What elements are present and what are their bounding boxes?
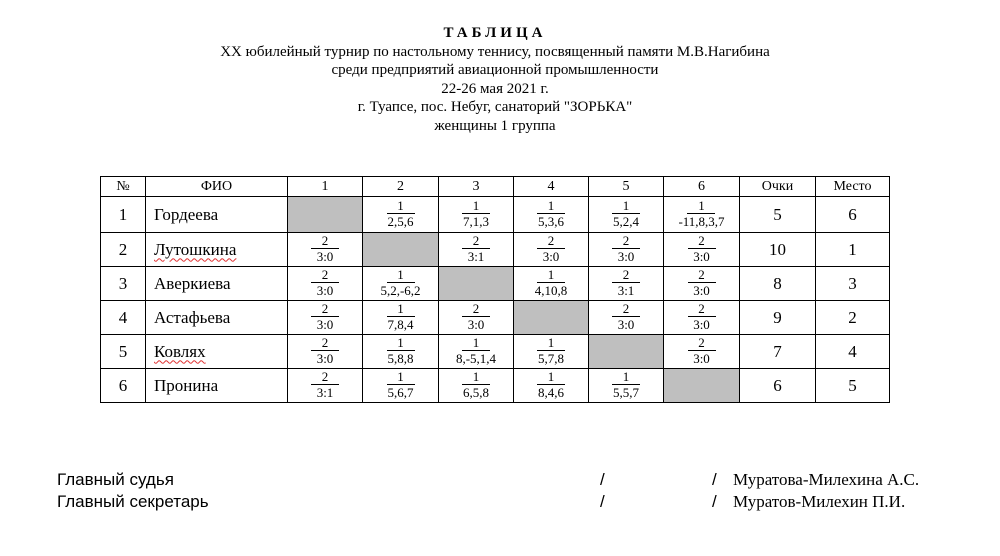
match-result (311, 302, 339, 332)
points-cell: 5 (740, 197, 816, 233)
tournament-name: XX юбилейный турнир по настольному теннису, посвященный памяти М.В.Нагибина (220, 43, 770, 60)
header-cell: Место (816, 177, 890, 197)
self-match-blank-cell (514, 301, 589, 335)
match-result (678, 199, 724, 229)
match-result (537, 370, 565, 400)
match-result (612, 268, 640, 298)
match-result-cell (439, 335, 514, 369)
match-result (462, 302, 490, 332)
match-score: 5,7,8 (538, 350, 564, 366)
place-cell: 6 (816, 197, 890, 233)
match-score: 3:0 (693, 350, 710, 366)
self-match-blank-cell (664, 369, 740, 403)
place-cell: 4 (816, 335, 890, 369)
secretary-signature-slash-right: / (712, 492, 717, 511)
player-name-cell (146, 197, 288, 233)
match-result-cell (589, 301, 664, 335)
match-result (688, 302, 716, 332)
match-score: 5,5,7 (613, 384, 639, 400)
match-result (311, 268, 339, 298)
match-score: 3:0 (316, 316, 334, 332)
self-match-blank-cell (439, 267, 514, 301)
match-result (688, 234, 716, 264)
points-cell: 6 (740, 369, 816, 403)
match-score: 3:0 (316, 282, 334, 298)
match-score: 2,5,6 (387, 213, 414, 229)
match-result-cell (439, 233, 514, 267)
match-result (612, 234, 640, 264)
match-score: 6,5,8 (463, 384, 489, 400)
match-result (537, 199, 565, 229)
match-points: 1 (687, 199, 715, 214)
match-result (387, 302, 415, 332)
header-cell: Очки (740, 177, 816, 197)
judge-signature-slash-right: / (712, 470, 717, 489)
match-points: 1 (462, 336, 490, 351)
table-row (101, 335, 890, 369)
match-score: 7,8,4 (387, 316, 414, 332)
secretary-name: Муратов-Милехин П.И. (733, 492, 906, 511)
place-cell: 2 (816, 301, 890, 335)
match-result (387, 199, 415, 229)
match-result-cell (664, 335, 740, 369)
self-match-blank-cell (363, 233, 439, 267)
match-score: 3:0 (316, 248, 334, 264)
match-points: 1 (387, 336, 415, 351)
match-score: 3:0 (467, 316, 485, 332)
row-number: 2 (101, 233, 146, 267)
match-points: 2 (688, 336, 716, 351)
player-name-cell (146, 335, 288, 369)
match-points: 2 (688, 302, 716, 317)
match-result (311, 336, 339, 366)
row-number: 1 (101, 197, 146, 233)
match-result-cell (664, 267, 740, 301)
match-score: 5,2,4 (613, 213, 639, 229)
match-result-cell (288, 369, 363, 403)
match-score: 5,6,7 (387, 384, 414, 400)
place-cell: 3 (816, 267, 890, 301)
match-result (462, 234, 490, 264)
match-result-cell (514, 197, 589, 233)
match-points: 2 (612, 268, 640, 283)
match-score: 3:0 (617, 316, 635, 332)
match-result-cell (363, 369, 439, 403)
match-result-cell (664, 301, 740, 335)
points-cell: 9 (740, 301, 816, 335)
match-score: 3:0 (316, 350, 334, 366)
table-row (101, 267, 890, 301)
match-result (612, 302, 640, 332)
match-points: 2 (311, 268, 339, 283)
match-points: 1 (387, 199, 415, 214)
match-result-cell (514, 369, 589, 403)
match-score: 4,10,8 (534, 282, 568, 298)
match-result (537, 336, 565, 366)
document-title: ТАБЛИЦА (443, 25, 547, 41)
tournament-group: женщины 1 группа (434, 117, 556, 134)
header-cell: 1 (288, 177, 363, 197)
match-result (688, 268, 716, 298)
player-name: Ковлях (154, 341, 206, 361)
match-points: 1 (387, 302, 415, 317)
match-result-cell (439, 369, 514, 403)
player-name: Гордеева (154, 204, 219, 224)
match-result-cell (288, 267, 363, 301)
match-points: 1 (537, 336, 565, 351)
match-result-cell (589, 197, 664, 233)
points-cell: 10 (740, 233, 816, 267)
match-result (537, 234, 565, 264)
match-points: 2 (311, 370, 339, 385)
match-result-cell (589, 369, 664, 403)
match-result-cell (514, 233, 589, 267)
match-result-cell (363, 197, 439, 233)
match-result (456, 336, 496, 366)
match-result-cell (589, 233, 664, 267)
header-cell: 2 (363, 177, 439, 197)
match-points: 2 (612, 234, 640, 249)
header-cell: 5 (589, 177, 664, 197)
match-result (387, 336, 415, 366)
match-result-cell (514, 267, 589, 301)
match-points: 1 (537, 199, 565, 214)
match-points: 1 (612, 199, 640, 214)
document-header (0, 24, 990, 136)
header-cell: 6 (664, 177, 740, 197)
match-score: 3:1 (467, 248, 485, 264)
results-table (100, 176, 890, 403)
match-result-cell (439, 197, 514, 233)
match-points: 2 (462, 302, 490, 317)
match-score: 3:0 (542, 248, 560, 264)
match-points: 2 (311, 302, 339, 317)
player-name: Пронина (154, 375, 219, 395)
match-result-cell (589, 267, 664, 301)
match-score: 3:0 (617, 248, 635, 264)
match-result-cell (288, 301, 363, 335)
match-score: 5,2,-6,2 (380, 282, 421, 298)
match-points: 2 (462, 234, 490, 249)
match-score: 5,8,8 (387, 350, 414, 366)
player-name: Астафьева (154, 307, 231, 327)
match-result-cell (288, 233, 363, 267)
self-match-blank-cell (288, 197, 363, 233)
row-number: 5 (101, 335, 146, 369)
player-name: Лутошкина (154, 239, 237, 259)
match-result (311, 370, 339, 400)
match-result (612, 199, 640, 229)
match-points: 2 (311, 234, 339, 249)
match-points: 2 (537, 234, 565, 249)
match-result (462, 199, 490, 229)
tournament-participants: среди предприятий авиационной промышленности (331, 62, 659, 79)
match-score: 3:0 (693, 316, 710, 332)
player-name-cell (146, 233, 288, 267)
self-match-blank-cell (589, 335, 664, 369)
header-cell: 3 (439, 177, 514, 197)
judge-label: Главный судья (57, 470, 174, 489)
match-points: 1 (462, 199, 490, 214)
match-score: 7,1,3 (463, 213, 489, 229)
points-cell: 7 (740, 335, 816, 369)
tournament-location: г. Туапсе, пос. Небуг, санаторий "ЗОРЬКА" (357, 99, 633, 116)
table-row (101, 369, 890, 403)
match-score: 3:1 (617, 282, 635, 298)
match-points: 2 (311, 336, 339, 351)
player-name-cell (146, 267, 288, 301)
match-result (311, 234, 339, 264)
match-result (387, 370, 415, 400)
header-cell: 4 (514, 177, 589, 197)
secretary-signature-slash-left: / (600, 492, 605, 511)
match-result-cell (363, 267, 439, 301)
secretary-label: Главный секретарь (57, 492, 209, 511)
match-points: 1 (462, 370, 490, 385)
match-result-cell (363, 335, 439, 369)
match-score: 3:0 (693, 248, 710, 264)
match-result (688, 336, 716, 366)
match-result-cell (664, 233, 740, 267)
tournament-dates: 22-26 мая 2021 г. (441, 80, 549, 97)
match-result-cell (514, 335, 589, 369)
row-number: 6 (101, 369, 146, 403)
match-result-cell (439, 301, 514, 335)
header-cell: № (101, 177, 146, 197)
match-points: 2 (688, 234, 716, 249)
header-cell: ФИО (146, 177, 288, 197)
match-points: 1 (612, 370, 640, 385)
match-result-cell (664, 197, 740, 233)
table-row (101, 197, 890, 233)
match-score: 8,4,6 (538, 384, 564, 400)
row-number: 4 (101, 301, 146, 335)
row-number: 3 (101, 267, 146, 301)
match-score: -11,8,3,7 (678, 213, 725, 229)
place-cell: 1 (816, 233, 890, 267)
player-name-cell (146, 369, 288, 403)
table-row (101, 233, 890, 267)
judge-signature-slash-left: / (600, 470, 605, 489)
match-points: 1 (387, 268, 415, 283)
judge-name: Муратова-Милехина А.С. (733, 470, 920, 489)
points-cell: 8 (740, 267, 816, 301)
match-points: 2 (612, 302, 640, 317)
match-points: 1 (537, 370, 565, 385)
match-points: 1 (387, 370, 415, 385)
match-score: 5,3,6 (538, 213, 564, 229)
match-points: 1 (537, 268, 565, 283)
match-score: 8,-5,1,4 (455, 350, 497, 366)
match-score: 3:1 (316, 384, 334, 400)
table-row (101, 301, 890, 335)
match-result (535, 268, 568, 298)
match-points: 2 (688, 268, 716, 283)
match-score: 3:0 (693, 282, 710, 298)
player-name-cell (146, 301, 288, 335)
match-result (612, 370, 640, 400)
match-result (462, 370, 490, 400)
match-result-cell (288, 335, 363, 369)
player-name: Аверкиева (154, 273, 231, 293)
match-result (380, 268, 420, 298)
match-result-cell (363, 301, 439, 335)
table-header-row (101, 177, 890, 197)
place-cell: 5 (816, 369, 890, 403)
